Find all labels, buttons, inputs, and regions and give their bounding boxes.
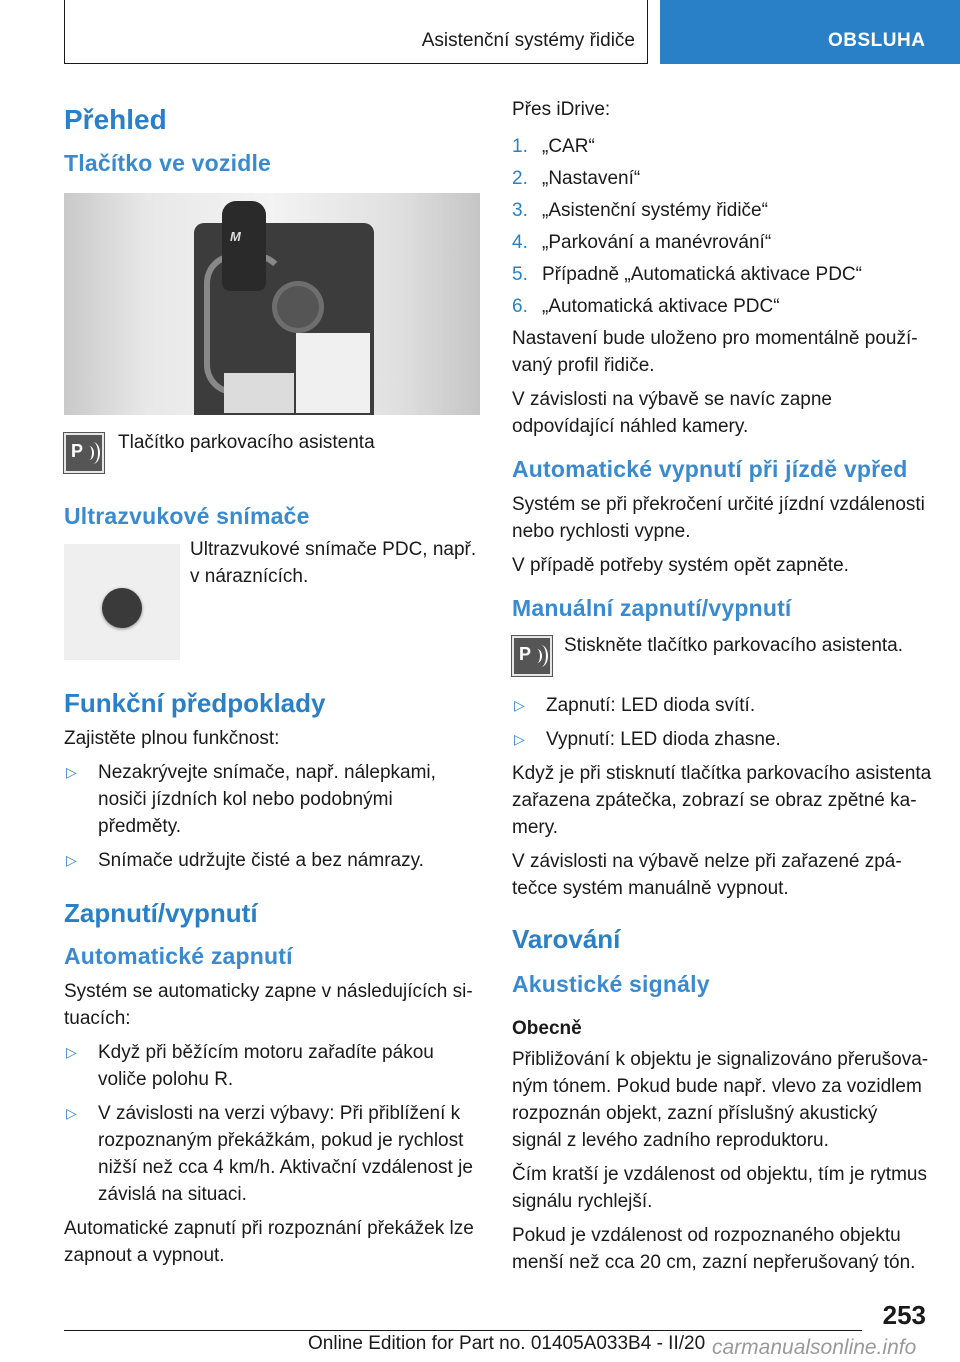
auto-on-intro: Systém se automaticky zapne v následujících situacích:	[64, 981, 473, 1029]
auto-off-text2: V případě potřeby systém opět zapněte.	[512, 555, 849, 576]
triangle-bullet-icon: ▷	[66, 1105, 77, 1121]
park-button-caption: Tlačítko parkovacího asistenta	[118, 432, 375, 453]
list-item: 5. Případně „Automatická aktivace PDC“	[512, 264, 862, 285]
list-item: 4. „Parkování a manévrování“	[512, 232, 772, 253]
watermark: carmanualsonline.info	[712, 1336, 917, 1359]
list-item: 3. „Asistenční systémy řidiče“	[512, 200, 768, 221]
triangle-bullet-icon: ▷	[514, 697, 525, 713]
heading-ultrasonic-sensors: Ultrazvukové snímače	[64, 503, 310, 529]
heading-on-off: Zapnutí/vypnutí	[64, 898, 258, 928]
sensor-icon	[102, 588, 142, 628]
footer-divider	[64, 1330, 862, 1331]
console-panel	[194, 223, 374, 415]
camera-note: V závislosti na výbavě se navíc zapne odpovídající náhled kamery.	[512, 389, 833, 437]
heading-warning: Varování	[512, 924, 621, 954]
heading-auto-on: Automatické zapnutí	[64, 943, 293, 969]
list-item: ▷ Nezakrývejte snímače, např. nálepkami, nosiči jízdních kol nebo podobnými předměty.	[64, 759, 480, 840]
triangle-bullet-icon: ▷	[66, 852, 77, 868]
idrive-intro: Přes iDrive:	[512, 99, 611, 120]
prereq-intro: Zajistěte plnou funkčnost:	[64, 728, 280, 749]
triangle-bullet-icon: ▷	[66, 1044, 77, 1060]
console-light-area	[224, 373, 294, 413]
heading-auto-off: Automatické vypnutí při jízdě vpřed	[512, 456, 908, 482]
center-console-photo	[64, 193, 480, 415]
idrive-controller	[272, 281, 324, 333]
auto-on-outro: Automatické zapnutí při rozpoznání překážek lze zapnout a vypnout.	[64, 1218, 474, 1266]
manual-text: Stiskněte tlačítko parkovacího asistenta.	[564, 635, 904, 656]
sensor-image	[64, 544, 180, 660]
gear-selector-lever	[222, 201, 266, 291]
list-item: ▷ V závislosti na verzi výbavy: Při přiblížení k rozpoznaným překážkám, pokud je rychlost nižší než cca 4 km/h. Aktivační vzdálenost je závislá na situaci.	[64, 1100, 480, 1208]
rhythm-text: Čím kratší je vzdálenost od objektu, tím je rytmus signálu rychlejší.	[512, 1164, 927, 1212]
list-item: ▷ Když při běžícím motoru zařadíte pákou voliče polohu R.	[64, 1039, 480, 1093]
header-frame	[64, 0, 648, 64]
continuous-text: Pokud je vzdálenost od rozpoznaného objektu menší než cca 20 cm, zazní nepřerušovaný tón.	[512, 1225, 916, 1273]
right-column	[512, 96, 932, 1283]
section-title: Asistenční systémy řidiče	[421, 30, 635, 51]
list-item: ▷ Snímače udržujte čisté a bez námrazy.	[64, 847, 480, 874]
console-light-area	[296, 333, 370, 413]
triangle-bullet-icon: ▷	[66, 764, 77, 780]
list-item: ▷ Zapnutí: LED dioda svítí.	[512, 692, 932, 719]
list-item: 2. „Nastavení“	[512, 168, 641, 189]
settings-note: Nastavení bude uloženo pro momentálně používaný profil řidiče.	[512, 328, 918, 376]
chapter-tab	[660, 0, 960, 64]
list-item: 1. „CAR“	[512, 136, 595, 157]
left-column	[64, 96, 480, 1276]
park-assist-icon: P	[64, 433, 104, 473]
heading-acoustic-signals: Akustické signály	[512, 971, 710, 997]
park-assist-icon: P	[512, 636, 552, 676]
heading-prerequisites: Funkční předpoklady	[64, 688, 326, 718]
manual-limit: V závislosti na výbavě nelze při zařazené zpátečce systém manuálně vypnout.	[512, 851, 902, 899]
reverse-note: Když je při stisknutí tlačítka parkovacího asistenta zařazena zpátečka, zobrazí se obraz zpětné kamery.	[512, 763, 932, 838]
heading-general: Obecně	[512, 1018, 582, 1039]
m-logo: M	[230, 229, 241, 244]
chapter-tab-label: OBSLUHA	[828, 30, 926, 51]
general-text: Přibližování k objektu je signalizováno přerušovaným tónem. Pokud bude např. vlevo za vozidlem rozpoznán objekt, zazní příslušný akustický signál z levého zadního reproduktoru.	[512, 1049, 929, 1151]
triangle-bullet-icon: ▷	[514, 731, 525, 747]
park-button-legend	[512, 636, 932, 676]
heading-button-in-vehicle: Tlačítko ve vozidle	[64, 150, 272, 176]
auto-off-text: Systém se při překročení určité jízdní vzdálenosti nebo rychlosti vypne.	[512, 494, 925, 542]
sensors-text: Ultrazvukové snímače PDC, např. v náraznících.	[190, 539, 477, 587]
page-number: 253	[882, 1300, 926, 1330]
list-item: ▷ Vypnutí: LED dioda zhasne.	[512, 726, 932, 753]
sensor-block	[64, 540, 480, 660]
heading-overview: Přehled	[64, 104, 167, 135]
park-button-legend	[64, 433, 480, 473]
heading-manual-on-off: Manuální zapnutí/vypnutí	[512, 595, 792, 621]
list-item: 6. „Automatická aktivace PDC“	[512, 296, 780, 317]
edition-text: Online Edition for Part no. 01405A033B4 - II/20	[308, 1333, 706, 1354]
